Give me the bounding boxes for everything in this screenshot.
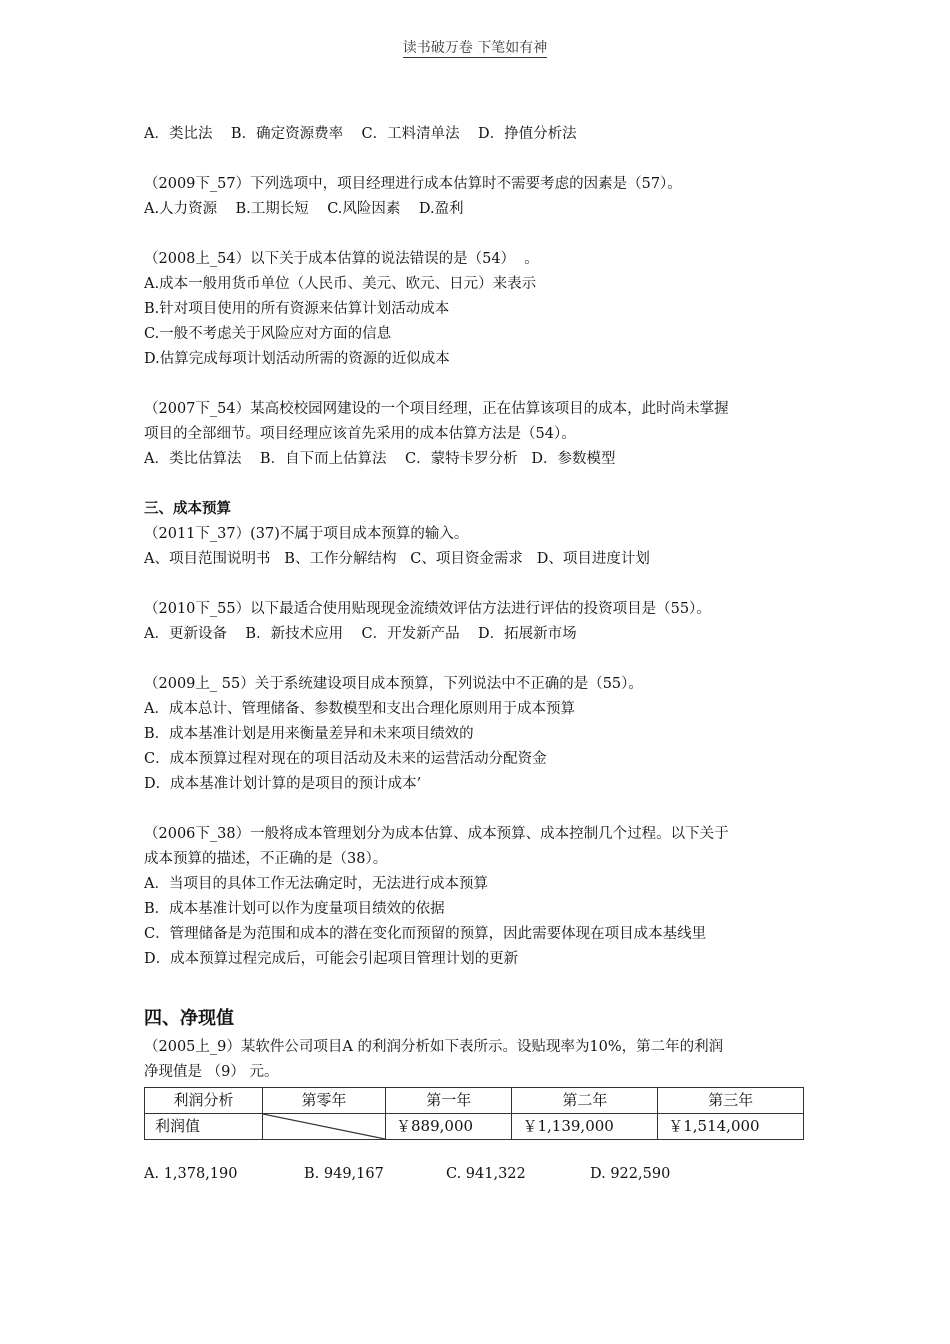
question-text: （2006下_38）一般将成本管理划分为成本估算、成本预算、成本控制几个过程。以下关于: [144, 826, 729, 842]
answer-options: A、项目范围说明书 B、工作分解结构 C、项目资金需求 D、项目进度计划: [144, 551, 650, 567]
table-header-cell: 第二年: [512, 1088, 658, 1114]
question-text: （2009上_ 55）关于系统建设项目成本预算，下列说法中不正确的是（55）。: [144, 676, 643, 692]
table-cell: ￥889,000: [386, 1114, 512, 1140]
option-c: C.一般不考虑关于风险应对方面的信息: [144, 326, 392, 342]
table-row: [145, 1114, 804, 1140]
option-a: A．当项目的具体工作无法确定时，无法进行成本预算: [144, 876, 488, 892]
table-header-cell: 第三年: [658, 1088, 804, 1114]
option-d: D．成本基准计划计算的是项目的预计成本’: [144, 776, 422, 792]
page-header: [0, 37, 950, 57]
table-cell: ￥1,514,000: [658, 1114, 804, 1140]
question-text-cont: 净现值是 （9） 元。: [144, 1064, 279, 1080]
question-text: （2009下_57）下列选项中，项目经理进行成本估算时不需要考虑的因素是（57）。: [144, 176, 682, 192]
option-a: A. 1,378,190: [144, 1166, 238, 1182]
question-text: （2005上_9）某软件公司项目A 的利润分析如下表所示。设贴现率为10%，第二年的利润: [144, 1039, 724, 1055]
question-text: （2008上_54）以下关于成本估算的说法错误的是（54） 。: [144, 251, 539, 267]
section-heading-budget: 三、成本预算: [144, 501, 231, 517]
question-text-cont: 项目的全部细节。项目经理应该首先采用的成本估算方法是（54）。: [144, 426, 576, 442]
question-text: （2010下_55）以下最适合使用贴现现金流绩效评估方法进行评估的投资项目是（55）。: [144, 601, 711, 617]
table-header-cell: 第一年: [386, 1088, 512, 1114]
empty-diagonal-cell: [263, 1114, 386, 1140]
table-row-label: 利润值: [145, 1114, 263, 1140]
option-c: C．管理储备是为范围和成本的潜在变化而预留的预算，因此需要体现在项目成本基线里: [144, 926, 707, 942]
answer-options: A.人力资源 B.工期长短 C.风险因素 D.盈利: [144, 201, 464, 217]
question-text: （2011下_37）(37)不属于项目成本预算的输入。: [144, 526, 469, 542]
answer-options: A．更新设备 B．新技术应用 C．开发新产品 D．拓展新市场: [144, 626, 577, 642]
table-header-cell: 利润分析: [145, 1088, 263, 1114]
question-text-cont: 成本预算的描述，不正确的是（38）。: [144, 851, 388, 867]
diagonal-line: [263, 1114, 385, 1139]
profit-table: [144, 1087, 804, 1140]
question-text: （2007下_54）某高校校园网建设的一个项目经理，正在估算该项目的成本，此时尚未掌握: [144, 401, 729, 417]
section-heading-npv: 四、净现值: [144, 1008, 234, 1029]
table-header-row: [145, 1088, 804, 1114]
answer-options: [144, 1162, 814, 1187]
document-body: [144, 122, 814, 1187]
answer-options: A．类比估算法 B．自下而上估算法 C．蒙特卡罗分析 D．参数模型: [144, 451, 616, 467]
option-a: A.成本一般用货币单位（人民币、美元、欧元、日元）来表示: [144, 276, 537, 292]
option-d: D．成本预算过程完成后，可能会引起项目管理计划的更新: [144, 951, 519, 967]
answer-options: A．类比法 B．确定资源费率 C．工料清单法 D．挣值分析法: [144, 126, 577, 142]
option-a: A．成本总计、管理储备、参数模型和支出合理化原则用于成本预算: [144, 701, 575, 717]
option-b: B．成本基准计划可以作为度量项目绩效的依据: [144, 901, 445, 917]
option-d: D.估算完成每项计划活动所需的资源的近似成本: [144, 351, 450, 367]
option-b: B．成本基准计划是用来衡量差异和未来项目绩效的: [144, 726, 474, 742]
table-header-cell: 第零年: [263, 1088, 386, 1114]
header-motto: 读书破万卷 下笔如有神: [402, 40, 548, 56]
option-d: D. 922,590: [590, 1166, 671, 1182]
option-b: B. 949,167: [304, 1166, 384, 1182]
option-c: C．成本预算过程对现在的项目活动及未来的运营活动分配资金: [144, 751, 547, 767]
option-c: C. 941,322: [446, 1166, 526, 1182]
option-b: B.针对项目使用的所有资源来估算计划活动成本: [144, 301, 450, 317]
table-cell: ￥1,139,000: [512, 1114, 658, 1140]
